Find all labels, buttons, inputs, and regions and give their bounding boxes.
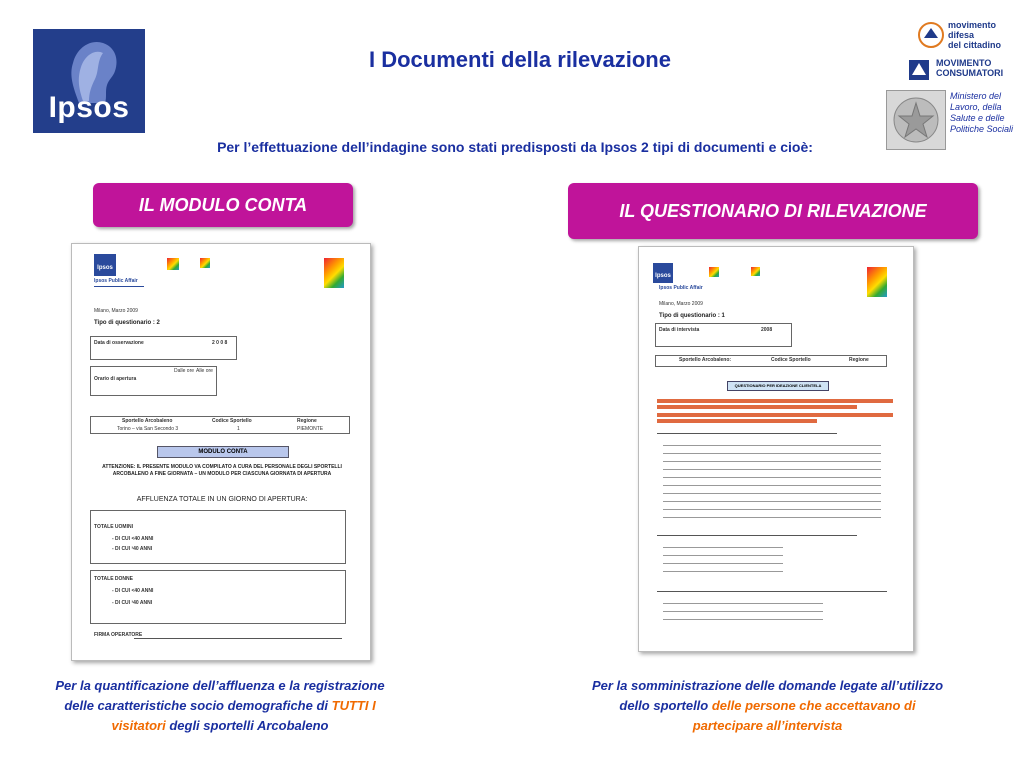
mc-emblem-icon	[906, 57, 932, 83]
doc-col-regione: Regione	[297, 418, 317, 424]
mdc-line-3: del cittadino	[948, 40, 1002, 50]
doc2-answer-4	[663, 469, 881, 470]
doc2-date: Milano, Marzo 2009	[659, 301, 703, 307]
doc2-answer-16	[663, 611, 823, 612]
doc2-question-2	[657, 535, 857, 536]
doc-subtitle-rule	[94, 286, 144, 287]
doc-dalle: Dalle ore	[174, 368, 195, 374]
modulo-conta-caption	[50, 676, 390, 736]
doc-totale-donne: TOTALE DONNE	[94, 576, 133, 582]
doc2-subtitle: Ipsos Public Affair	[659, 285, 703, 291]
doc2-arcobaleno-icon	[867, 267, 887, 297]
doc-row-codice: 1	[237, 426, 240, 432]
doc2-answer-1	[663, 445, 881, 446]
doc2-answer-10	[663, 517, 881, 518]
doc-type: Tipo di questionario : 2	[94, 320, 160, 326]
doc2-answer-8	[663, 501, 881, 502]
doc-banner: MODULO CONTA	[157, 446, 289, 458]
doc2-col-codice: Codice Sportello	[771, 357, 811, 363]
ministero-label: Ministero del Lavoro, della Salute e delle Politiche Sociali	[950, 91, 1014, 134]
doc-affluenza: AFFLUENZA TOTALE IN UN GIORNO DI APERTURA:	[136, 496, 308, 503]
doc-year: 2 0 0 8	[212, 340, 228, 346]
mc-line-1: MOVIMENTO	[936, 58, 992, 68]
doc-totale-uomini: TOTALE UOMINI	[94, 524, 133, 530]
doc-arcobaleno-icon	[324, 258, 344, 288]
doc2-date-survey: Data di intervista	[659, 327, 700, 333]
doc-subtitle: Ipsos Public Affair	[94, 278, 138, 284]
doc2-answer-2	[663, 453, 881, 454]
doc2-question-3	[657, 591, 887, 592]
doc-date: Milano, Marzo 2009	[94, 308, 138, 314]
doc-uomini-over: - DI CUI ³40 ANNI	[112, 546, 153, 552]
doc2-warning-line-4	[657, 419, 817, 423]
doc-uomini-under: - DI CUI <40 ANNI	[112, 536, 154, 542]
doc2-answer-17	[663, 619, 823, 620]
doc-firma-line	[134, 638, 342, 639]
intro-text: Per l’effettuazione dell’indagine sono stati predisposti da Ipsos 2 tipi di documenti e cioè:	[217, 139, 813, 155]
mdc-emblem-icon	[916, 20, 946, 50]
doc2-answer-14	[663, 571, 783, 572]
doc2-answer-7	[663, 493, 881, 494]
questionario-caption	[590, 676, 945, 736]
doc2-answer-6	[663, 485, 881, 486]
doc2-year: 2008	[761, 327, 773, 333]
doc-col-codice: Codice Sportello	[212, 418, 252, 424]
doc2-answer-5	[663, 477, 881, 478]
caption1-prefix: Per la quantificazione dell’affluenza e la registrazione delle caratteristiche socio demografiche di	[55, 678, 385, 713]
doc2-col-sportello: Sportello Arcobaleno:	[679, 357, 732, 363]
doc-date-survey: Data di osservazione	[94, 340, 144, 346]
doc2-answer-12	[663, 555, 783, 556]
movimento-difesa-logo	[916, 18, 1016, 52]
doc2-warning-line-2	[657, 405, 857, 409]
doc2-warning-line-3	[657, 413, 893, 417]
questionario-label: IL QUESTIONARIO DI RILEVAZIONE	[568, 183, 978, 239]
caption2-prefix: Per la somministrazione delle domande legate all’utilizzo dello sportello	[591, 678, 944, 713]
doc-donne-under: - DI CUI <40 ANNI	[112, 588, 154, 594]
doc-firma: FIRMA OPERATORE	[94, 632, 143, 638]
doc-orario: Orario di apertura	[94, 376, 137, 382]
doc2-answer-15	[663, 603, 823, 604]
ipsos-wordmark: Ipsos	[48, 91, 130, 124]
doc2-type: Tipo di questionario : 1	[659, 313, 725, 319]
doc2-mc-icon	[751, 267, 760, 276]
questionario-document	[638, 246, 914, 652]
doc2-answer-3	[663, 461, 881, 462]
movimento-consumatori-logo	[906, 55, 1016, 85]
mc-line-2: CONSUMATORI	[936, 68, 1004, 78]
doc-alle: Alle ore	[196, 368, 213, 374]
mdc-line-1: movimento	[948, 20, 997, 30]
page-title: I Documenti della rilevazione	[369, 47, 671, 72]
doc-mdc-icon	[167, 258, 179, 270]
doc-col-sportello: Sportello Arcobaleno	[122, 418, 173, 424]
doc2-answer-11	[663, 547, 783, 548]
doc2-banner: QUESTIONARIO PER IDEAZIONE CLIENTELA	[727, 381, 829, 391]
doc2-question-1	[657, 433, 837, 434]
doc2-col-regione: Regione	[849, 357, 869, 363]
doc2-ipsos-logo: Ipsos	[653, 263, 673, 283]
modulo-conta-label: IL MODULO CONTA	[93, 183, 353, 227]
modulo-conta-document	[71, 243, 371, 661]
doc-row-regione: PIEMONTE	[297, 426, 324, 432]
doc-mc-icon	[200, 258, 210, 268]
doc2-answer-9	[663, 509, 881, 510]
doc-donne-over: - DI CUI ³40 ANNI	[112, 600, 153, 606]
caption2-highlight: delle persone che accettavano di partecipare all’intervista	[692, 698, 916, 733]
caption1-highlight: TUTTI I visitatori	[111, 698, 376, 733]
doc2-warning-line-1	[657, 399, 893, 403]
doc2-mdc-icon	[709, 267, 719, 277]
doc-ipsos-logo: Ipsos	[94, 254, 116, 276]
mdc-line-2: difesa	[948, 30, 975, 40]
doc2-answer-13	[663, 563, 783, 564]
caption1-suffix: degli sportelli Arcobaleno	[169, 718, 329, 733]
doc-row-sportello: Torino – via San Secondo 3	[117, 426, 179, 432]
ipsos-logo	[33, 29, 145, 133]
doc-attenzione: ATTENZIONE: IL PRESENTE MODULO VA COMPILATO A CURA DEL PERSONALE DEGLI SPORTELLI ARCOBALENO A FINE GIORNATA – UN MODULO PER CIASCUNA GIORNATA DI APERTURA	[102, 464, 342, 477]
